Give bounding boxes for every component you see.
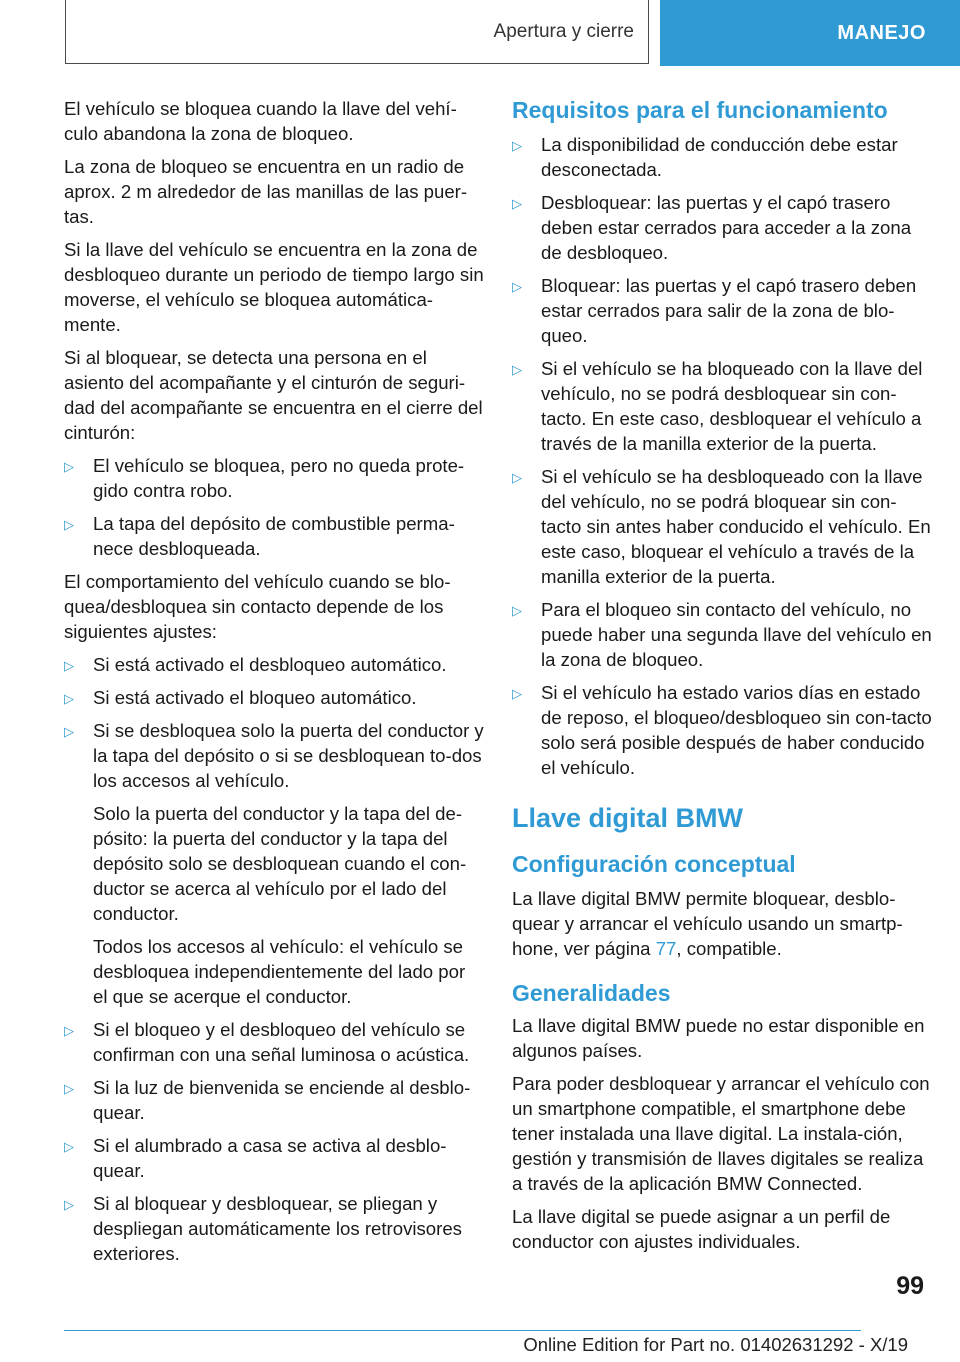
bullet-list	[64, 1017, 484, 1266]
section-heading: Requisitos para el funcionamiento	[512, 97, 888, 123]
paragraph: La zona de bloqueo se encuentra en un radio de aprox. 2 m alrededor de las manillas de las puer-tas.	[64, 156, 468, 227]
sub-paragraph: Todos los accesos al vehículo: el vehículo se desbloquea independientemente del lado por el que se acerque el conductor.	[93, 936, 466, 1007]
paragraph: El vehículo se bloquea cuando la llave del vehí-culo abandona la zona de bloqueo.	[64, 98, 457, 144]
section-title: MANEJO	[837, 21, 926, 44]
page-reference-link[interactable]: 77	[655, 938, 677, 959]
edition-note: Online Edition for Part no. 01402631292 - X/19	[523, 1334, 908, 1355]
triangle-bullet-icon: ▷	[64, 1081, 74, 1096]
list-item: ▷ Si la luz de bienvenida se enciende al desblo-quear.	[64, 1077, 471, 1123]
list-item: ▷ La disponibilidad de conducción debe estar desconectada.	[512, 134, 898, 180]
triangle-bullet-icon: ▷	[64, 459, 74, 474]
list-item: ▷ La tapa del depósito de combustible perma-nece desbloqueada.	[64, 513, 455, 559]
triangle-bullet-icon: ▷	[512, 470, 522, 485]
paragraph: Si la llave del vehículo se encuentra en la zona de desbloqueo durante un periodo de tiempo largo sin moverse, el vehículo se bloquea automática-mente.	[64, 239, 484, 335]
section-heading: Generalidades	[512, 980, 671, 1006]
triangle-bullet-icon: ▷	[64, 691, 74, 706]
list-item: ▷ Bloquear: las puertas y el capó trasero deben estar cerrados para salir de la zona de blo-queo.	[512, 275, 917, 346]
section-heading: Configuración conceptual	[512, 851, 796, 877]
list-item: ▷ Si se desbloquea solo la puerta del conductor y la tapa del depósito o si se desbloquean to-dos los accesos al vehículo.	[64, 720, 484, 791]
list-item: ▷ Desbloquear: las puertas y el capó trasero deben estar cerrados para acceder a la zona de desbloqueo.	[512, 192, 912, 263]
requirements-list	[512, 132, 932, 780]
list-item: ▷ Si el vehículo se ha desbloqueado con la llave del vehículo, no se podrá bloquear sin con-tacto sin antes haber conducido el vehículo. En este caso, bloquear el vehículo a través de la manilla exterior de la puerta.	[512, 466, 931, 587]
list-item: ▷ Para el bloqueo sin contacto del vehículo, no puede haber una segunda llave del vehículo en la zona de bloqueo.	[512, 599, 932, 670]
list-item: ▷ Si el bloqueo y el desbloqueo del vehículo se confirman con una señal luminosa o acústica.	[64, 1019, 470, 1065]
paragraph: La llave digital BMW puede no estar disponible en algunos países.	[512, 1015, 925, 1061]
paragraph: La llave digital BMW permite bloquear, desblo-quear y arrancar el vehículo usando un smartp-hone, ver página 77, compatible.	[512, 888, 903, 959]
triangle-bullet-icon: ▷	[512, 279, 522, 294]
list-item: ▷ Si el vehículo se ha bloqueado con la llave del vehículo, no se podrá desbloquear sin con-tacto. En este caso, desbloquear el vehículo a través de la manilla exterior de la puerta.	[512, 358, 923, 454]
paragraph: Para poder desbloquear y arrancar el vehículo con un smartphone compatible, el smartphone debe tener instalada una llave digital. La instala-ción, gestión y transmisión de llaves digitales se realiza a través de la aplicación BMW Connected.	[512, 1073, 930, 1194]
chapter-tab	[65, 0, 649, 64]
page-number: 99	[896, 1272, 924, 1300]
paragraph: La llave digital se puede asignar a un perfil de conductor con ajustes individuales.	[512, 1206, 891, 1252]
triangle-bullet-icon: ▷	[64, 1197, 74, 1212]
paragraph: Si al bloquear, se detecta una persona en el asiento del acompañante y el cinturón de seguri-dad del acompañante se encuentra en el cierre del cinturón:	[64, 347, 483, 443]
sub-paragraph: Solo la puerta del conductor y la tapa del de-pósito: la puerta del conductor y la tapa del depósito solo se desbloquean cuando el con-ductor se acerca al vehículo por el lado del conductor.	[93, 803, 467, 924]
list-item: ▷ Si el vehículo ha estado varios días en estado de reposo, el bloqueo/desbloqueo sin con-tacto solo será posible después de haber conducido el vehículo.	[512, 682, 932, 778]
footer-divider	[64, 1330, 861, 1331]
list-item: ▷ Si está activado el desbloqueo automático.	[64, 652, 484, 677]
list-item: ▷ Si el alumbrado a casa se activa al desblo-quear.	[64, 1135, 447, 1181]
triangle-bullet-icon: ▷	[64, 1139, 74, 1154]
triangle-bullet-icon: ▷	[64, 724, 74, 739]
bullet-list	[64, 652, 484, 793]
triangle-bullet-icon: ▷	[64, 1023, 74, 1038]
right-column	[512, 96, 932, 1262]
list-item: ▷ El vehículo se bloquea, pero no queda prote-gido contra robo.	[64, 455, 465, 501]
triangle-bullet-icon: ▷	[512, 138, 522, 153]
triangle-bullet-icon: ▷	[512, 362, 522, 377]
list-item: ▷ Si al bloquear y desbloquear, se pliegan y despliegan automáticamente los retrovisores exteriores.	[64, 1193, 462, 1264]
triangle-bullet-icon: ▷	[64, 658, 74, 673]
chapter-title: Apertura y cierre	[493, 20, 634, 42]
triangle-bullet-icon: ▷	[512, 603, 522, 618]
triangle-bullet-icon: ▷	[512, 686, 522, 701]
bullet-list	[64, 453, 484, 561]
triangle-bullet-icon: ▷	[512, 196, 522, 211]
left-column	[64, 96, 484, 1274]
section-tab	[660, 0, 960, 66]
list-item: ▷ Si está activado el bloqueo automático.	[64, 685, 484, 710]
triangle-bullet-icon: ▷	[64, 517, 74, 532]
chapter-heading: Llave digital BMW	[512, 803, 744, 833]
paragraph: El comportamiento del vehículo cuando se blo-quea/desbloquea sin contacto depende de los siguientes ajustes:	[64, 571, 451, 642]
